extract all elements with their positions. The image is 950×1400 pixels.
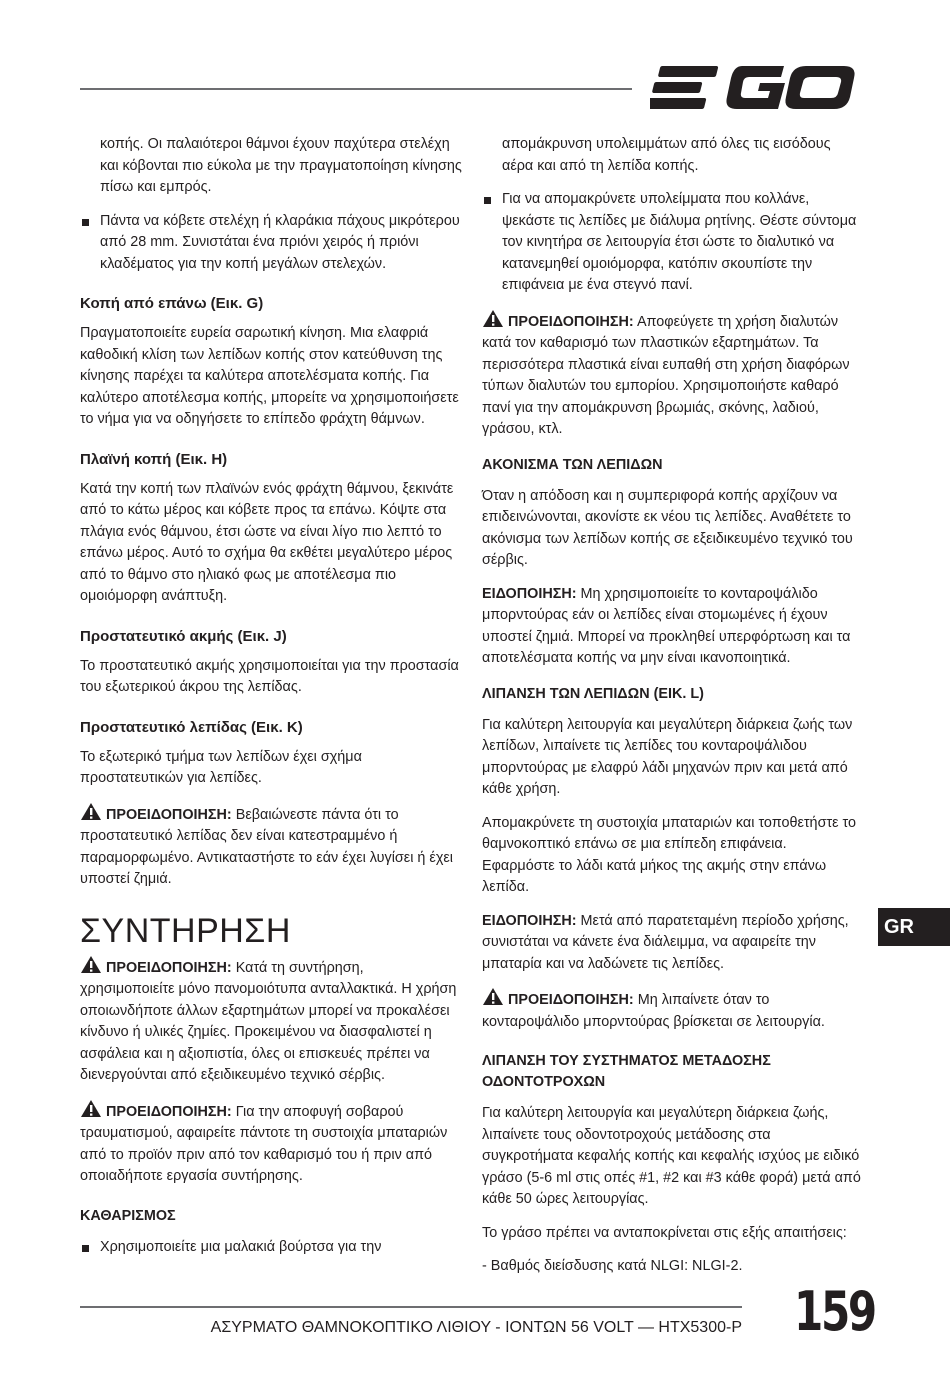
paragraph: - Βαθμός διείσδυσης κατά NLGI: NLGI-2. — [482, 1258, 743, 1274]
paragraph: Για καλύτερη λειτουργία και μεγαλύτερη διάρκεια ζωής, λιπαίνετε τους οδοντοτροχούς μετάδοσης στα συγκροτήματα κεφαλής κοπής και κεφαλής ισχύος με ειδικό γράσο (5-6 ml στις οπές #1, #2 και #3 κάθε φορά) μετά από κάθε 50 ώρες λειτουργίας. — [482, 1105, 861, 1207]
notice-label: ΕΙΔΟΠΟΙΗΣΗ: — [482, 585, 577, 602]
section-heading: ΛΙΠΑΝΣΗ ΤΟΥ ΣΥΣΤΗΜΑΤΟΣ ΜΕΤΑΔΟΣΗΣ ΟΔΟΝΤΟΤΡΟΧΩΝ — [482, 1053, 771, 1090]
notice-text: Μετά από παρατεταμένη περίοδο χρήσης, συνιστάται να κάνετε ένα διάλειμμα, να αφαιρείτε την μπαταρία και να λαδώνετε τις λεπίδες. — [482, 912, 849, 972]
notice-paragraph — [482, 584, 862, 670]
paragraph: κοπής. Οι παλαιότεροι θάμνοι έχουν παχύτερα στελέχη και κόβονται πιο εύκολα με την πραγματοποίηση κίνησης πίσω και εμπρός. — [100, 136, 462, 195]
bullet-item: Πάντα να κόβετε στελέχη ή κλαράκια πάχους μικρότερου από 28 mm. Συνιστάται ένα πριόνι χειρός ή πριόνι κλαδέματος για την κοπή μεγάλων στελεχών. — [80, 211, 462, 276]
warning-paragraph — [482, 987, 862, 1033]
warning-paragraph — [80, 955, 462, 1087]
warning-text: Κατά τη συντήρηση, χρησιμοποιείτε μόνο πανομοιότυπα ανταλλακτικά. Η χρήση οποιωνδήποτε άλλων εξαρτημάτων μπορεί να προκαλέσει κίνδυνο ή υλικές ζημίες. Προκειμένου να διασφαλιστεί η ασφάλεια και η αξιοπιστία, όλες οι επισκευές πρέπει να διενεργούνται από εξειδικευμένο τεχνικό σέρβις. — [80, 959, 457, 1083]
notice-text: Μη χρησιμοποιείτε το κονταροψάλιδο μπορντούρας εάν οι λεπίδες είναι στομωμένες ή έχουν υποστεί ζημιά. Μπορεί να προκληθεί υπερφόρτωση και τα αποτελέσματα κοπής να μην είναι ικανοποιητικά. — [482, 585, 851, 666]
section-heading: Πλαϊνή κοπή (Εικ. H) — [80, 450, 228, 468]
footer-rule — [80, 1306, 742, 1308]
warning-triangle-icon — [482, 987, 504, 1006]
right-column — [482, 134, 862, 1290]
warning-text: Για την αποφυγή σοβαρού τραυματισμού, αφαιρείτε πάντοτε τη συστοιχία μπαταριών από το προϊόν πριν από τον καθαρισμό του ή πριν από οποιαδήποτε εργασία συντήρησης. — [80, 1103, 448, 1184]
bullet-item: Χρησιμοποιείτε μια μαλακιά βούρτσα για την — [80, 1237, 462, 1259]
paragraph: Το προστατευτικό ακμής χρησιμοποιείται για την προστασία του εξωτερικού άκρου της λεπίδας. — [80, 657, 459, 695]
warning-triangle-icon — [80, 802, 102, 821]
ego-logo — [650, 60, 862, 116]
paragraph: Το γράσο πρέπει να ανταποκρίνεται στις εξής απαιτήσεις: — [482, 1224, 847, 1241]
warning-label: ΠΡΟΕΙΔΟΠΟΙΗΣΗ: — [508, 992, 634, 1008]
paragraph: Όταν η απόδοση και η συμπεριφορά κοπής αρχίζουν να επιδεινώνονται, ακονίστε εκ νέου τις λεπίδες. Αναθέτετε το ακόνισμα των λεπίδων κοπής σε εξειδικευμένο τεχνικό του σέρβις. — [482, 487, 853, 568]
warning-label: ΠΡΟΕΙΔΟΠΟΙΗΣΗ: — [508, 313, 634, 330]
section-heading: ΑΚΟΝΙΣΜΑ ΤΩΝ ΛΕΠΙΔΩΝ — [482, 456, 663, 473]
section-heading: Κοπή από επάνω (Εικ. G) — [80, 295, 264, 312]
warning-triangle-icon — [482, 309, 504, 328]
footer-title: ΑΣΥΡΜΑΤΟ ΘΑΜΝΟΚΟΠΤΙΚΟ ΛΙΘΙΟΥ - ΙΟΝΤΩΝ 56 VOLT — HTX5300-P — [210, 1319, 742, 1336]
warning-label: ΠΡΟΕΙΔΟΠΟΙΗΣΗ: — [106, 1103, 232, 1120]
paragraph: Κατά την κοπή των πλαϊνών ενός φράχτη θάμνου, ξεκινάτε από το κάτω μέρος και κόβετε προς τα επάνω. Κόψτε στα πλάγια ενός θάμνου, έτσι ώστε να είναι λίγο πιο λεπτό το επάνω μέρος. Αυτό το σχήμα θα εκθέτει μεγαλύτερο μέρος από το θάμνο στο ηλιακό φως με αποτέλεσμα πιο ομοιόμορφη ανάπτυξη. — [80, 480, 454, 604]
section-heading: Προστατευτικό λεπίδας (Εικ. K) — [80, 718, 303, 736]
paragraph: Απομακρύνετε τη συστοιχία μπαταριών και τοποθετήστε το θαμνοκοπτικό επάνω σε μια επίπεδη επιφάνεια. Εφαρμόστε το λάδι κατά μήκος της ακμής στην επάνω λεπίδα. — [482, 814, 857, 895]
warning-paragraph — [482, 309, 862, 441]
left-column — [80, 134, 462, 1270]
warning-label: ΠΡΟΕΙΔΟΠΟΙΗΣΗ: — [106, 806, 232, 823]
paragraph: Πραγματοποιείτε ευρεία σαρωτική κίνηση. Μια ελαφριά καθοδική κλίση των λεπίδων κοπής στον κατεύθυνση της κίνησης παρέχει τα καλύτερα αποτελέσματα κοπής. Για καλύτερο αποτέλεσμα κοπής, μπορείτε να χρησιμοποιήσετε το νήμα για να οδηγήσετε το επίπεδο φράχτη θάμνων. — [80, 325, 459, 427]
warning-text: Βεβαιώνεστε πάντα ότι το προστατευτικό λεπίδας δεν είναι κατεστραμμένο ή παραμορφωμένο. Αντικαταστήστε το εάν έχει λυγίσει ή έχει υποστεί ζημιά. — [80, 806, 453, 887]
warning-label: ΠΡΟΕΙΔΟΠΟΙΗΣΗ: — [106, 959, 232, 976]
warning-text: Μη λιπαίνετε όταν το κονταροψάλιδο μπορντούρας βρίσκεται σε λειτουργία. — [482, 992, 825, 1030]
language-tab: GR — [878, 908, 950, 946]
chapter-title: ΣΥΝΤΗΡΗΣΗ — [80, 911, 291, 950]
notice-label: ΕΙΔΟΠΟΙΗΣΗ: — [482, 912, 577, 929]
paragraph: Για καλύτερη λειτουργία και μεγαλύτερη διάρκεια ζωής των λεπίδων, λιπαίνετε τις λεπίδες του κονταροψάλιδου μπορντούρας με ελαφρύ λάδι μηχανών πριν και μετά από κάθε χρήση. — [482, 716, 853, 797]
paragraph: Το εξωτερικό τμήμα των λεπίδων έχει σχήμα προστατευτικών για λεπίδες. — [80, 748, 362, 786]
page-number: 159 — [794, 1280, 875, 1343]
section-heading: Προστατευτικό ακμής (Εικ. J) — [80, 627, 287, 645]
paragraph: απομάκρυνση υπολειμμάτων από όλες τις εισόδους αέρα και από τη λεπίδα κοπής. — [502, 136, 831, 174]
warning-triangle-icon — [80, 1099, 102, 1118]
warning-paragraph — [80, 1099, 462, 1188]
warning-text: Αποφεύγετε τη χρήση διαλυτών κατά τον καθαρισμό των πλαστικών εξαρτημάτων. Τα περισσότερα πλαστικά είναι ευπαθή στη χρήση διαφόρων τύπων διαλυτών του εμπορίου. Χρησιμοποιήστε καθαρό πανί για την απομάκρυνση βρωμιάς, σκόνης, λαδιού, γράσου, κτλ. — [482, 313, 850, 437]
section-heading: ΛΙΠΑΝΣΗ ΤΩΝ ΛΕΠΙΔΩΝ (ΕΙΚ. L) — [482, 685, 704, 702]
section-heading: ΚΑΘΑΡΙΣΜΟΣ — [80, 1207, 176, 1224]
warning-triangle-icon — [80, 955, 102, 974]
notice-paragraph — [482, 911, 862, 976]
warning-paragraph — [80, 802, 462, 891]
bullet-item: Για να απομακρύνετε υπολείμματα που κολλάνε, ψεκάστε τις λεπίδες με διάλυμα ρητίνης. Θέστε σύντομα τον κινητήρα σε λειτουργία έτσι ώστε το διαλυτικό να κατανεμηθεί ομοιόμορφα, κατόπιν σκουπίστε την επιφάνεια με ένα στεγνό πανί. — [482, 189, 862, 297]
header-rule — [80, 88, 632, 90]
